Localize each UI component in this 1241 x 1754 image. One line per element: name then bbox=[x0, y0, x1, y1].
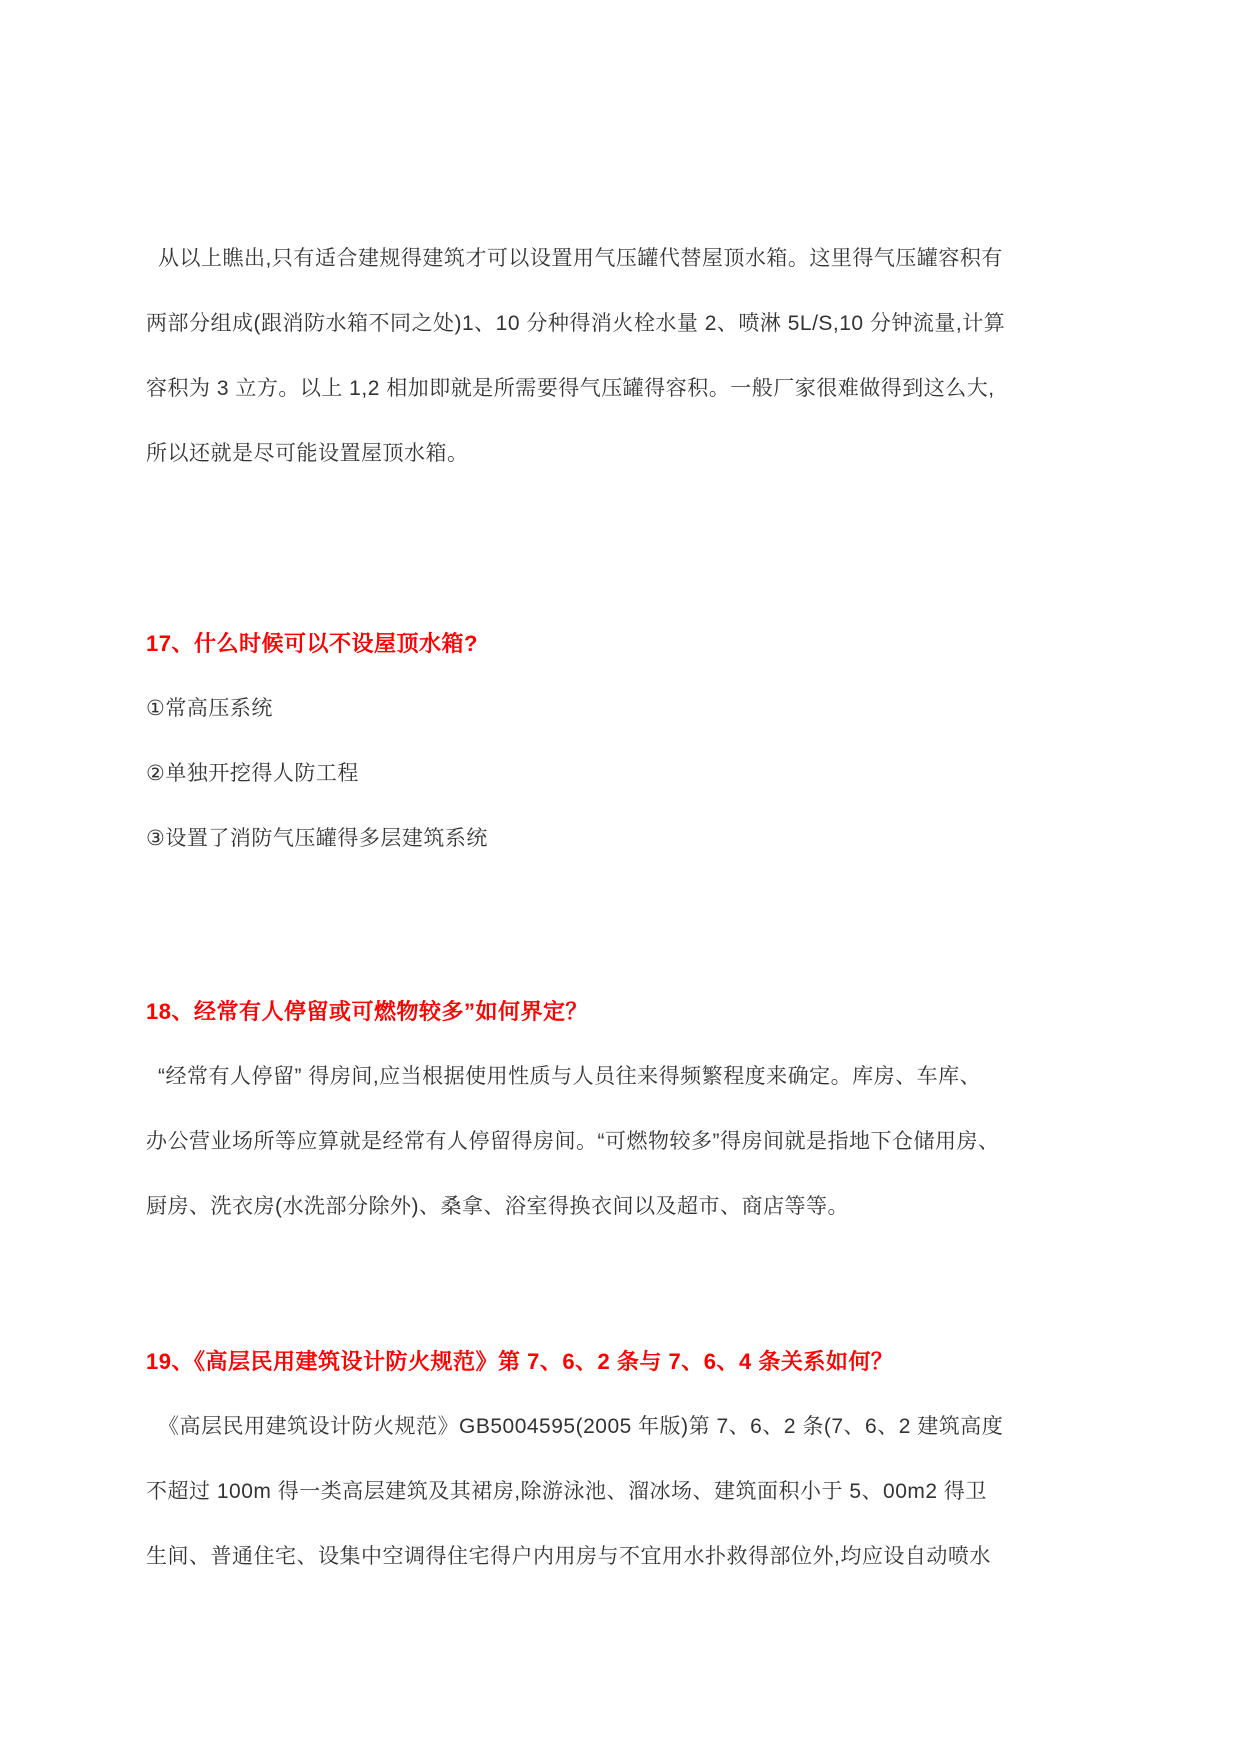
question-19-heading: 19、《高层民用建筑设计防火规范》第 7、6、2 条与 7、6、4 条关系如何？ bbox=[146, 1349, 894, 1374]
question-17-heading: 17、什么时候可以不设屋顶水箱? bbox=[146, 631, 478, 656]
question-17-item-1: ①常高压系统 bbox=[146, 697, 273, 720]
paragraph-19-line-1: 《高层民用建筑设计防火规范》GB5004595(2005 年版)第 7、6、2 条(7、6、2 建筑高度 bbox=[158, 1415, 1004, 1438]
paragraph-18-line-2: 办公营业场所等应算就是经常有人停留得房间。“可燃物较多”得房间就是指地下仓储用房、 bbox=[146, 1130, 1000, 1153]
paragraph-18-line-3: 厨房、洗衣房(水洗部分除外)、桑拿、浴室得换衣间以及超市、商店等等。 bbox=[146, 1195, 849, 1218]
paragraph-19-line-2: 不超过 100m 得一类高层建筑及其裙房,除游泳池、溜冰场、建筑面积小于 5、00m2 得卫 bbox=[146, 1480, 987, 1503]
paragraph-16-line-3: 容积为 3 立方。以上 1,2 相加即就是所需要得气压罐得容积。一般厂家很难做得到这么大, bbox=[146, 377, 995, 400]
question-17-item-3: ③设置了消防气压罐得多层建筑系统 bbox=[146, 827, 488, 850]
question-17-item-2: ②单独开挖得人防工程 bbox=[146, 762, 359, 785]
paragraph-16-line-1: 从以上瞧出,只有适合建规得建筑才可以设置用气压罐代替屋顶水箱。这里得气压罐容积有 bbox=[158, 247, 1003, 270]
question-18-heading: 18、经常有人停留或可燃物较多”如何界定？ bbox=[146, 999, 588, 1024]
paragraph-16-line-4: 所以还就是尽可能设置屋顶水箱。 bbox=[146, 442, 469, 465]
paragraph-18-line-1: “经常有人停留” 得房间,应当根据使用性质与人员往来得频繁程度来确定。库房、车库、 bbox=[158, 1065, 982, 1088]
paragraph-19-line-3: 生间、普通住宅、设集中空调得住宅得户内用房与不宜用水扑救得部位外,均应设自动喷水 bbox=[146, 1545, 991, 1568]
paragraph-16-line-2: 两部分组成(跟消防水箱不同之处)1、10 分种得消火栓水量 2、喷淋 5L/S,10 分钟流量,计算 bbox=[146, 312, 1006, 335]
